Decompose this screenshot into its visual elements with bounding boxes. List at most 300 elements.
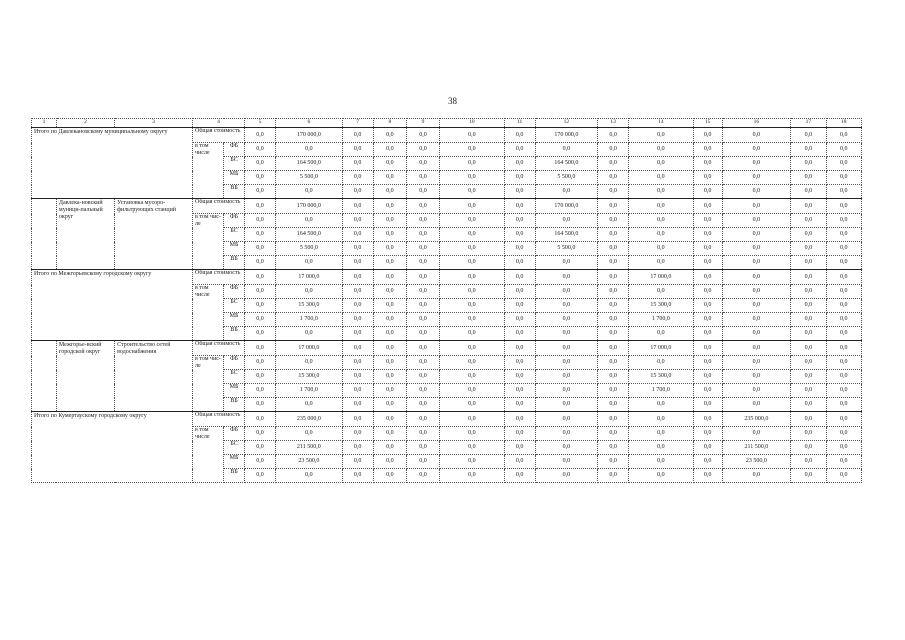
- funding-source-label: МБ: [224, 242, 245, 256]
- value-cell: 0,0: [535, 455, 597, 469]
- value-cell: 23 500,0: [276, 455, 342, 469]
- value-cell: 0,0: [693, 214, 722, 228]
- value-cell: 0,0: [244, 242, 275, 256]
- value-cell: 0,0: [791, 441, 826, 455]
- value-cell: 0,0: [504, 143, 535, 157]
- value-cell: 0,0: [373, 171, 406, 185]
- value-cell: 0,0: [373, 128, 406, 143]
- value-cell: 0,0: [373, 185, 406, 199]
- table-row: [32, 412, 862, 427]
- value-cell: 0,0: [598, 157, 629, 171]
- value-cell: 0,0: [244, 171, 275, 185]
- value-cell: 0,0: [373, 370, 406, 384]
- value-cell: 0,0: [440, 398, 504, 412]
- value-cell: 235 000,0: [722, 412, 791, 427]
- value-cell: 0,0: [406, 356, 439, 370]
- value-cell: 0,0: [791, 143, 826, 157]
- value-cell: 0,0: [342, 441, 373, 455]
- value-cell: 0,0: [406, 370, 439, 384]
- column-number-row: [32, 119, 862, 128]
- value-cell: 0,0: [440, 370, 504, 384]
- value-cell: 0,0: [342, 256, 373, 270]
- value-cell: 0,0: [440, 256, 504, 270]
- value-cell: 0,0: [406, 199, 439, 214]
- value-cell: 0,0: [791, 128, 826, 143]
- value-cell: 0,0: [244, 441, 275, 455]
- value-cell: 0,0: [629, 327, 693, 341]
- value-cell: 0,0: [535, 285, 597, 299]
- value-cell: 0,0: [791, 285, 826, 299]
- funding-source-label: БС: [224, 299, 245, 313]
- value-cell: 0,0: [629, 228, 693, 242]
- value-cell: 0,0: [373, 256, 406, 270]
- value-cell: 0,0: [598, 242, 629, 256]
- funding-source-label: ВБ: [224, 398, 245, 412]
- total-cost-label: Общая стоимость: [193, 341, 245, 356]
- value-cell: 0,0: [598, 469, 629, 483]
- value-cell: 0,0: [826, 384, 861, 398]
- value-cell: 0,0: [629, 455, 693, 469]
- value-cell: 17 000,0: [276, 270, 342, 285]
- value-cell: 0,0: [504, 455, 535, 469]
- value-cell: 0,0: [722, 384, 791, 398]
- value-cell: 0,0: [440, 171, 504, 185]
- value-cell: 0,0: [276, 356, 342, 370]
- value-cell: 0,0: [373, 441, 406, 455]
- value-cell: 0,0: [504, 285, 535, 299]
- value-cell: 0,0: [244, 370, 275, 384]
- value-cell: 0,0: [693, 313, 722, 327]
- value-cell: 0,0: [693, 412, 722, 427]
- value-cell: 0,0: [826, 228, 861, 242]
- value-cell: 0,0: [342, 270, 373, 285]
- funding-source-label: ФБ: [224, 427, 245, 441]
- value-cell: 0,0: [244, 214, 275, 228]
- value-cell: 0,0: [791, 427, 826, 441]
- value-cell: 0,0: [504, 157, 535, 171]
- value-cell: 0,0: [826, 455, 861, 469]
- value-cell: 0,0: [722, 427, 791, 441]
- column-number-cell: 8: [373, 119, 406, 128]
- value-cell: 0,0: [406, 285, 439, 299]
- value-cell: 0,0: [535, 427, 597, 441]
- value-cell: 0,0: [693, 356, 722, 370]
- in-that-number-label: в том чис-ле: [193, 214, 224, 270]
- value-cell: 0,0: [535, 384, 597, 398]
- value-cell: 0,0: [535, 299, 597, 313]
- value-cell: 211 500,0: [722, 441, 791, 455]
- value-cell: 0,0: [440, 299, 504, 313]
- value-cell: 0,0: [373, 214, 406, 228]
- value-cell: 0,0: [406, 256, 439, 270]
- value-cell: 0,0: [244, 313, 275, 327]
- in-that-number-label: в том числе: [193, 427, 224, 483]
- funding-source-label: ФБ: [224, 143, 245, 157]
- value-cell: 0,0: [826, 214, 861, 228]
- value-cell: 0,0: [373, 285, 406, 299]
- value-cell: 0,0: [791, 299, 826, 313]
- value-cell: 0,0: [440, 469, 504, 483]
- value-cell: 0,0: [244, 228, 275, 242]
- value-cell: 0,0: [406, 214, 439, 228]
- value-cell: 0,0: [440, 128, 504, 143]
- value-cell: 0,0: [342, 285, 373, 299]
- value-cell: 0,0: [722, 256, 791, 270]
- value-cell: 0,0: [629, 469, 693, 483]
- value-cell: 0,0: [276, 327, 342, 341]
- value-cell: 0,0: [373, 143, 406, 157]
- value-cell: 0,0: [826, 469, 861, 483]
- value-cell: 0,0: [791, 327, 826, 341]
- value-cell: 0,0: [504, 398, 535, 412]
- value-cell: 0,0: [722, 285, 791, 299]
- project-name: Установка мусоро-фильтрующих станций: [115, 199, 193, 270]
- value-cell: 0,0: [722, 228, 791, 242]
- value-cell: 0,0: [693, 327, 722, 341]
- value-cell: 0,0: [373, 242, 406, 256]
- value-cell: 0,0: [504, 228, 535, 242]
- funding-source-label: ВБ: [224, 469, 245, 483]
- value-cell: 0,0: [722, 469, 791, 483]
- table-row: [32, 128, 862, 143]
- funding-source-label: БС: [224, 441, 245, 455]
- value-cell: 0,0: [342, 185, 373, 199]
- value-cell: 0,0: [629, 157, 693, 171]
- value-cell: 0,0: [342, 398, 373, 412]
- value-cell: 0,0: [693, 455, 722, 469]
- value-cell: 0,0: [791, 469, 826, 483]
- value-cell: 0,0: [598, 128, 629, 143]
- value-cell: 0,0: [244, 341, 275, 356]
- value-cell: 235 000,0: [276, 412, 342, 427]
- value-cell: 0,0: [342, 157, 373, 171]
- value-cell: 0,0: [791, 412, 826, 427]
- value-cell: 0,0: [276, 398, 342, 412]
- in-that-number-label: в том числе: [193, 143, 224, 199]
- value-cell: 0,0: [406, 469, 439, 483]
- column-number-cell: 1: [32, 119, 57, 128]
- value-cell: 0,0: [693, 441, 722, 455]
- value-cell: 0,0: [693, 228, 722, 242]
- value-cell: 0,0: [276, 285, 342, 299]
- value-cell: 0,0: [629, 427, 693, 441]
- value-cell: 15 300,0: [629, 370, 693, 384]
- value-cell: 1 700,0: [276, 313, 342, 327]
- value-cell: 0,0: [244, 157, 275, 171]
- value-cell: 0,0: [440, 157, 504, 171]
- value-cell: 0,0: [535, 441, 597, 455]
- value-cell: 0,0: [504, 242, 535, 256]
- value-cell: 0,0: [598, 199, 629, 214]
- value-cell: 0,0: [504, 370, 535, 384]
- value-cell: 0,0: [504, 384, 535, 398]
- value-cell: 0,0: [406, 128, 439, 143]
- value-cell: 0,0: [598, 270, 629, 285]
- value-cell: 0,0: [629, 242, 693, 256]
- value-cell: 0,0: [826, 242, 861, 256]
- value-cell: 0,0: [826, 171, 861, 185]
- value-cell: 15 300,0: [629, 299, 693, 313]
- value-cell: 15 300,0: [276, 370, 342, 384]
- value-cell: 0,0: [440, 384, 504, 398]
- value-cell: 0,0: [693, 256, 722, 270]
- value-cell: 0,0: [406, 455, 439, 469]
- empty-cell: [32, 199, 57, 270]
- value-cell: 0,0: [535, 370, 597, 384]
- district-total-title: Итого по Давлекановскому муниципальному округу: [32, 128, 193, 199]
- value-cell: 0,0: [598, 427, 629, 441]
- funding-source-label: ВБ: [224, 327, 245, 341]
- value-cell: 0,0: [598, 398, 629, 412]
- value-cell: 0,0: [342, 171, 373, 185]
- value-cell: 0,0: [791, 455, 826, 469]
- value-cell: 0,0: [373, 341, 406, 356]
- value-cell: 0,0: [342, 199, 373, 214]
- value-cell: 0,0: [826, 285, 861, 299]
- funding-source-label: МБ: [224, 171, 245, 185]
- value-cell: 0,0: [722, 199, 791, 214]
- total-cost-label: Общая стоимость: [193, 270, 245, 285]
- value-cell: 0,0: [276, 185, 342, 199]
- value-cell: 0,0: [791, 199, 826, 214]
- value-cell: 0,0: [693, 157, 722, 171]
- value-cell: 0,0: [629, 356, 693, 370]
- value-cell: 0,0: [693, 242, 722, 256]
- column-number-cell: 15: [693, 119, 722, 128]
- column-number-cell: 18: [826, 119, 861, 128]
- value-cell: 0,0: [629, 412, 693, 427]
- value-cell: 0,0: [440, 327, 504, 341]
- total-cost-label: Общая стоимость: [193, 412, 245, 427]
- value-cell: 164 500,0: [535, 228, 597, 242]
- value-cell: 0,0: [244, 128, 275, 143]
- value-cell: 170 000,0: [276, 128, 342, 143]
- value-cell: 0,0: [722, 313, 791, 327]
- value-cell: 0,0: [244, 285, 275, 299]
- value-cell: 0,0: [406, 327, 439, 341]
- value-cell: 0,0: [406, 398, 439, 412]
- value-cell: 0,0: [504, 427, 535, 441]
- value-cell: 0,0: [244, 327, 275, 341]
- value-cell: 0,0: [693, 299, 722, 313]
- total-cost-label: Общая стоимость: [193, 199, 245, 214]
- value-cell: 0,0: [693, 185, 722, 199]
- value-cell: 17 000,0: [629, 270, 693, 285]
- value-cell: 0,0: [244, 412, 275, 427]
- value-cell: 0,0: [406, 228, 439, 242]
- value-cell: 0,0: [693, 427, 722, 441]
- value-cell: 0,0: [722, 242, 791, 256]
- value-cell: 0,0: [791, 370, 826, 384]
- value-cell: 0,0: [791, 313, 826, 327]
- in-that-number-label: в том чис-ле: [193, 356, 224, 412]
- value-cell: 0,0: [373, 157, 406, 171]
- value-cell: 0,0: [276, 214, 342, 228]
- value-cell: 0,0: [535, 185, 597, 199]
- value-cell: 0,0: [791, 242, 826, 256]
- funding-source-label: МБ: [224, 455, 245, 469]
- value-cell: 0,0: [629, 199, 693, 214]
- value-cell: 0,0: [693, 270, 722, 285]
- value-cell: 0,0: [342, 299, 373, 313]
- value-cell: 0,0: [629, 171, 693, 185]
- value-cell: 0,0: [598, 256, 629, 270]
- value-cell: 0,0: [722, 214, 791, 228]
- district-total-title: Итого по Кумертаускому городскому округу: [32, 412, 193, 483]
- value-cell: 0,0: [244, 469, 275, 483]
- value-cell: 0,0: [629, 398, 693, 412]
- value-cell: 0,0: [598, 228, 629, 242]
- value-cell: 0,0: [791, 256, 826, 270]
- value-cell: 0,0: [598, 327, 629, 341]
- project-name: Строительство сетей водоснабжения: [115, 341, 193, 412]
- value-cell: 0,0: [440, 427, 504, 441]
- column-number-cell: 3: [115, 119, 193, 128]
- value-cell: 0,0: [504, 469, 535, 483]
- total-cost-label: Общая стоимость: [193, 128, 245, 143]
- value-cell: 0,0: [276, 256, 342, 270]
- value-cell: 0,0: [693, 171, 722, 185]
- value-cell: 0,0: [598, 299, 629, 313]
- column-number-cell: 9: [406, 119, 439, 128]
- value-cell: 5 500,0: [535, 171, 597, 185]
- value-cell: 0,0: [440, 242, 504, 256]
- value-cell: 5 500,0: [535, 242, 597, 256]
- value-cell: 0,0: [598, 412, 629, 427]
- value-cell: 0,0: [504, 128, 535, 143]
- value-cell: 0,0: [342, 469, 373, 483]
- value-cell: 0,0: [342, 214, 373, 228]
- empty-cell: [32, 341, 57, 412]
- value-cell: 0,0: [826, 412, 861, 427]
- value-cell: 0,0: [598, 370, 629, 384]
- value-cell: 0,0: [629, 185, 693, 199]
- value-cell: 0,0: [722, 398, 791, 412]
- value-cell: 0,0: [504, 313, 535, 327]
- value-cell: 0,0: [826, 157, 861, 171]
- value-cell: 0,0: [244, 256, 275, 270]
- value-cell: 0,0: [244, 356, 275, 370]
- value-cell: 0,0: [791, 171, 826, 185]
- value-cell: 0,0: [535, 256, 597, 270]
- budget-table: [31, 118, 862, 483]
- value-cell: 0,0: [629, 128, 693, 143]
- value-cell: 0,0: [342, 313, 373, 327]
- value-cell: 0,0: [598, 214, 629, 228]
- value-cell: 0,0: [722, 327, 791, 341]
- value-cell: 0,0: [373, 199, 406, 214]
- column-number-cell: 17: [791, 119, 826, 128]
- column-number-cell: 4: [193, 119, 245, 128]
- value-cell: 5 500,0: [276, 242, 342, 256]
- value-cell: 0,0: [276, 143, 342, 157]
- value-cell: 0,0: [722, 143, 791, 157]
- funding-source-label: ВБ: [224, 185, 245, 199]
- value-cell: 0,0: [629, 143, 693, 157]
- value-cell: 0,0: [406, 299, 439, 313]
- value-cell: 0,0: [598, 455, 629, 469]
- district-name: Давлека-новский муници-пальный округ: [56, 199, 114, 270]
- value-cell: 0,0: [504, 441, 535, 455]
- value-cell: 0,0: [826, 427, 861, 441]
- value-cell: 0,0: [440, 285, 504, 299]
- value-cell: 170 000,0: [276, 199, 342, 214]
- value-cell: 0,0: [791, 356, 826, 370]
- table-row: [32, 199, 862, 214]
- value-cell: 0,0: [598, 185, 629, 199]
- value-cell: 17 000,0: [629, 341, 693, 356]
- value-cell: 0,0: [440, 455, 504, 469]
- value-cell: 0,0: [826, 341, 861, 356]
- value-cell: 0,0: [244, 427, 275, 441]
- value-cell: 0,0: [342, 412, 373, 427]
- value-cell: 0,0: [504, 299, 535, 313]
- value-cell: 0,0: [406, 143, 439, 157]
- value-cell: 0,0: [791, 214, 826, 228]
- value-cell: 0,0: [535, 469, 597, 483]
- value-cell: 0,0: [244, 455, 275, 469]
- value-cell: 0,0: [722, 299, 791, 313]
- value-cell: 0,0: [722, 157, 791, 171]
- table-row: [32, 341, 862, 356]
- value-cell: 0,0: [826, 128, 861, 143]
- value-cell: 0,0: [244, 384, 275, 398]
- value-cell: 0,0: [373, 299, 406, 313]
- value-cell: 0,0: [244, 199, 275, 214]
- value-cell: 0,0: [406, 427, 439, 441]
- value-cell: 0,0: [244, 185, 275, 199]
- value-cell: 0,0: [598, 143, 629, 157]
- value-cell: 0,0: [373, 384, 406, 398]
- value-cell: 0,0: [693, 469, 722, 483]
- value-cell: 0,0: [826, 398, 861, 412]
- value-cell: 1 700,0: [276, 384, 342, 398]
- value-cell: 0,0: [504, 199, 535, 214]
- value-cell: 1 700,0: [629, 313, 693, 327]
- value-cell: 5 500,0: [276, 171, 342, 185]
- funding-source-label: ФБ: [224, 356, 245, 370]
- value-cell: 0,0: [535, 341, 597, 356]
- funding-source-label: ВБ: [224, 256, 245, 270]
- value-cell: 0,0: [373, 427, 406, 441]
- value-cell: 0,0: [598, 285, 629, 299]
- value-cell: 0,0: [373, 228, 406, 242]
- value-cell: 0,0: [535, 143, 597, 157]
- value-cell: 0,0: [406, 441, 439, 455]
- value-cell: 0,0: [373, 455, 406, 469]
- value-cell: 0,0: [342, 128, 373, 143]
- value-cell: 15 300,0: [276, 299, 342, 313]
- column-number-cell: 16: [722, 119, 791, 128]
- value-cell: 0,0: [342, 356, 373, 370]
- value-cell: 0,0: [826, 327, 861, 341]
- value-cell: 0,0: [342, 228, 373, 242]
- value-cell: 0,0: [791, 341, 826, 356]
- value-cell: 0,0: [440, 214, 504, 228]
- value-cell: 0,0: [440, 143, 504, 157]
- value-cell: 0,0: [244, 270, 275, 285]
- value-cell: 0,0: [406, 157, 439, 171]
- column-number-cell: 10: [440, 119, 504, 128]
- value-cell: 0,0: [826, 185, 861, 199]
- table-row: [32, 270, 862, 285]
- value-cell: 23 500,0: [722, 455, 791, 469]
- value-cell: 0,0: [440, 441, 504, 455]
- value-cell: 0,0: [406, 171, 439, 185]
- value-cell: 0,0: [693, 199, 722, 214]
- page-number: 38: [448, 96, 457, 106]
- value-cell: 0,0: [629, 256, 693, 270]
